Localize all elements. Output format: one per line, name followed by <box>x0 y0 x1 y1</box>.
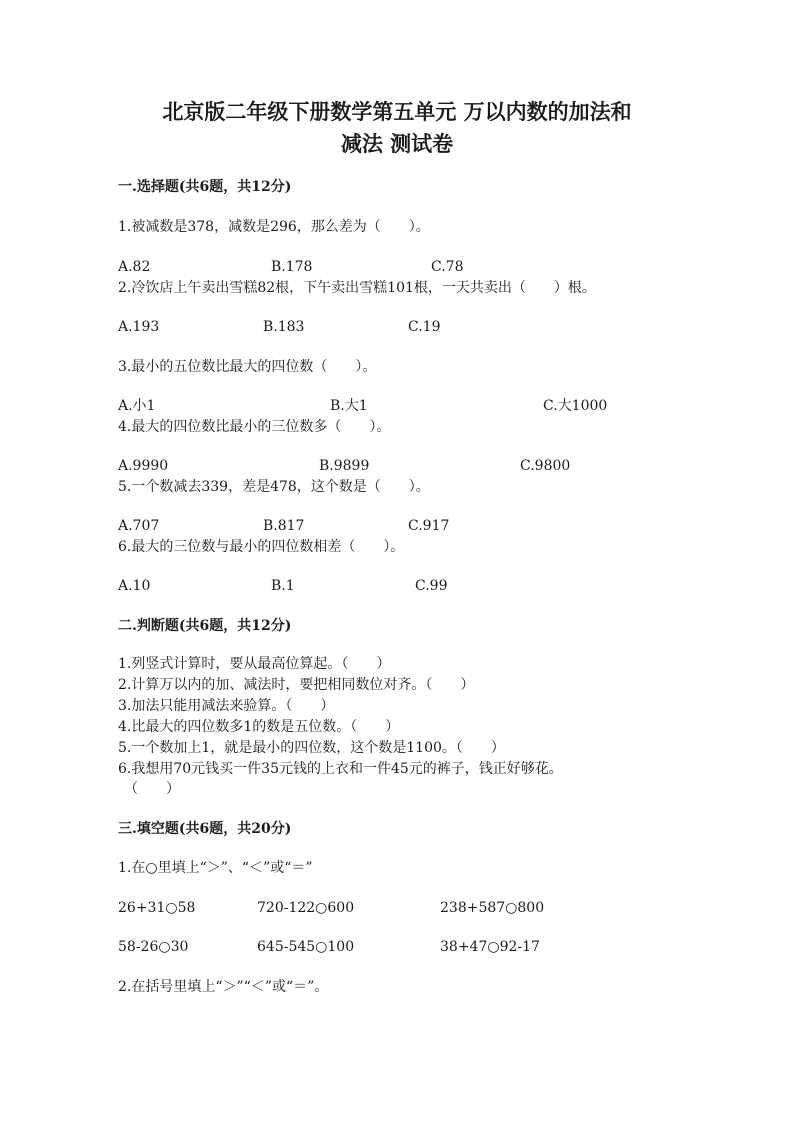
judgment-item: 4.比最大的四位数多1的数是五位数。（ ） <box>118 719 400 735</box>
option-c: C.917 <box>408 518 450 534</box>
section-heading-choice: 一.选择题(共6题，共12分) <box>118 179 292 195</box>
fill-question-2: 2.在括号里填上“＞”“＜”或“＝”。 <box>118 979 329 995</box>
judgment-item: 6.我想用70元钱买一件35元钱的上衣和一件45元的裤子，钱正好够花。 <box>118 761 563 777</box>
option-c: C.19 <box>408 319 441 335</box>
question-text: 2.冷饮店上午卖出雪糕82根，下午卖出雪糕101根，一天共卖出（ ）根。 <box>118 280 596 296</box>
judgment-item: 1.列竖式计算时，要从最高位算起。（ ） <box>118 656 391 672</box>
option-b: B.178 <box>271 259 313 275</box>
section-heading-fill: 三.填空题(共6题，共20分) <box>118 821 292 837</box>
option-a: A.10 <box>118 578 151 594</box>
option-a: A.9990 <box>118 458 169 474</box>
comparison-expression: 38+47○92-17 <box>440 939 540 955</box>
option-b: B.大1 <box>330 398 368 414</box>
option-c: C.9800 <box>520 458 571 474</box>
section-heading-judgment: 二.判断题(共6题，共12分) <box>118 618 292 634</box>
option-a: A.82 <box>118 259 151 275</box>
option-b: B.1 <box>271 578 295 594</box>
option-b: B.183 <box>263 319 305 335</box>
comparison-expression: 238+587○800 <box>440 900 545 916</box>
option-a: A.小1 <box>118 398 156 414</box>
question-text: 5.一个数减去339，差是478，这个数是（ ）。 <box>118 479 430 495</box>
title-line-1: 北京版二年级下册数学第五单元 万以内数的加法和 <box>162 99 632 124</box>
comparison-expression: 720-122○600 <box>257 900 355 916</box>
fill-question-1: 1.在○里填上“＞”、“＜”或“＝” <box>118 860 313 876</box>
option-c: C.大1000 <box>543 398 608 414</box>
question-text: 4.最大的四位数比最小的三位数多（ ）。 <box>118 419 391 435</box>
title-line-2: 减法 测试卷 <box>340 131 454 156</box>
option-c: C.78 <box>431 259 464 275</box>
judgment-item: 5.一个数加上1，就是最小的四位数，这个数是1100。（ ） <box>118 740 505 756</box>
option-b: B.817 <box>263 518 305 534</box>
judgment-answer-blank: （ ） <box>124 781 180 797</box>
option-b: B.9899 <box>319 458 370 474</box>
comparison-expression: 645-545○100 <box>257 939 355 955</box>
option-c: C.99 <box>415 578 448 594</box>
comparison-expression: 58-26○30 <box>118 939 189 955</box>
option-a: A.707 <box>118 518 160 534</box>
option-a: A.193 <box>118 319 160 335</box>
question-text: 3.最小的五位数比最大的四位数（ ）。 <box>118 359 377 375</box>
question-text: 6.最大的三位数与最小的四位数相差（ ）。 <box>118 539 405 555</box>
judgment-item: 2.计算万以内的加、减法时，要把相同数位对齐。（ ） <box>118 677 475 693</box>
comparison-expression: 26+31○58 <box>118 900 196 916</box>
judgment-item: 3.加法只能用减法来验算。（ ） <box>118 698 335 714</box>
question-text: 1.被减数是378，减数是296，那么差为（ ）。 <box>118 219 430 235</box>
